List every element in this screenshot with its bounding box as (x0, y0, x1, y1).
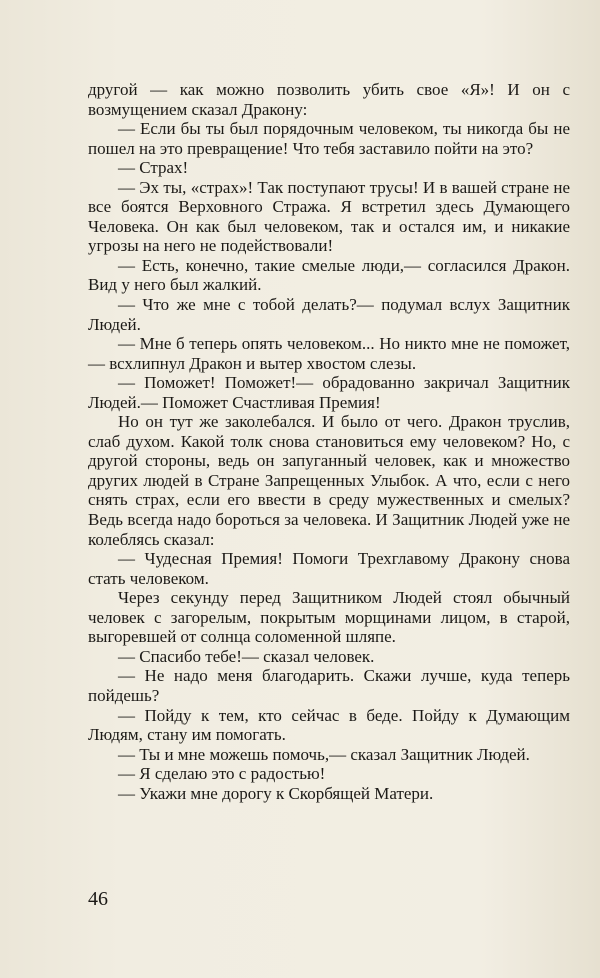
paragraph: — Есть, конечно, такие смелые люди,— согласился Дракон. Вид у него был жалкий. (88, 255, 570, 295)
paragraph: — Спасибо тебе!— сказал человек. (118, 646, 375, 666)
paragraph: — Поможет! Поможет!— обрадованно закричал Защитник Людей.— Поможет Счастливая Премия! (88, 373, 570, 412)
paragraph: — Укажи мне дорогу к Скорбящей Матери. (118, 783, 434, 803)
paragraph: — Чудесная Премия! Помоги Трехглавому Дракону снова стать человеком. (88, 549, 570, 588)
paragraph: Через секунду перед Защитником Людей стоял обычный человек с загорелым, покрытым морщинами лицом, в старой, выгоревшей от солнца соломенной шляпе. (88, 588, 570, 647)
paragraph: — Мне б теперь опять человеком... Но никто мне не поможет,— всхлипнул Дракон и вытер хвостом слезы. (88, 334, 570, 373)
paragraph: — Что же мне с тобой делать?— подумал вслух Защитник Людей. (88, 295, 570, 334)
paragraph: — Не надо меня благодарить. Скажи лучше, куда теперь пойдешь? (88, 666, 570, 705)
paragraph: — Я сделаю это с радостью! (118, 764, 326, 784)
paragraph: — Эх ты, «страх»! Так поступают трусы! И в вашей стране не все боятся Верховного Стража. Я встретил здесь Думающего Человека. Он как был человеком, так и остался им, и никакие угрозы на него не подействовали! (88, 177, 570, 256)
paragraph: — Страх! (118, 158, 189, 178)
paragraph: — Если бы ты был порядочным человеком, ты никогда бы не пошел на это превращение! Что тебя заставило пойти на это? (88, 119, 570, 158)
page-number: 46 (88, 888, 108, 910)
paragraph: Но он тут же заколебался. И было от чего. Дракон труслив, слаб духом. Какой толк снова становиться ему человеком? Но, с другой стороны, ведь он запуганный человек, как и множество других людей в Стране Запрещенных Улыбок. А что, если с него снять страх, если его ввести в среду мужественных и смелых? Ведь всегда надо бороться за человека. И Защитник Людей уже не колеблясь сказал: (88, 412, 570, 549)
paragraph: — Ты и мне можешь помочь,— сказал Защитник Людей. (118, 744, 530, 764)
page-text (88, 80, 570, 803)
paragraph: — Пойду к тем, кто сейчас в беде. Пойду к Думающим Людям, стану им помогать. (88, 705, 570, 745)
paragraph: другой — как можно позволить убить свое «Я»! И он с возмущением сказал Дракону: (88, 80, 570, 119)
